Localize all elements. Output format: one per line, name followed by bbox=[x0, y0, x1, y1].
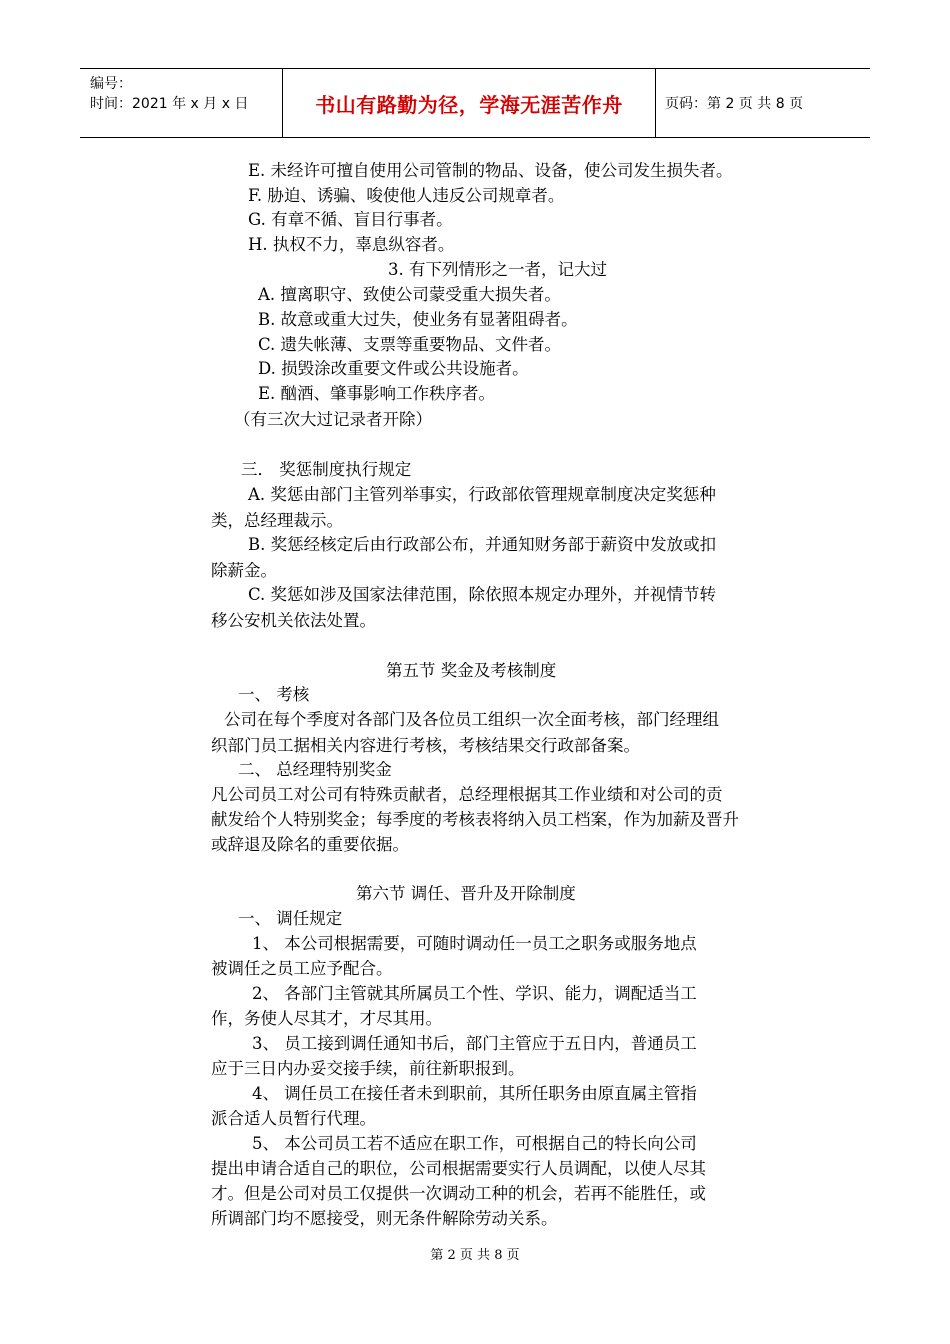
text-line: 2、 各部门主管就其所属员工个性、学识、能力，调配适当工 bbox=[252, 984, 697, 1003]
text-line: A. 擅离职守、致使公司蒙受重大损失者。 bbox=[258, 285, 561, 304]
text-line: H. 执权不力，辜息纵容者。 bbox=[248, 235, 455, 254]
text-line: B. 故意或重大过失，使业务有显著阻碍者。 bbox=[258, 310, 578, 329]
section-heading: 二、 总经理特别奖金 bbox=[238, 760, 392, 779]
text-line: 应于三日内办妥交接手续，前往新职报到。 bbox=[211, 1059, 525, 1078]
text-line: 或辞退及除名的重要依据。 bbox=[211, 835, 409, 854]
document-number: 编号： bbox=[90, 76, 132, 92]
text-line: 提出申请合适自己的职位，公司根据需要实行人员调配，以使人尽其 bbox=[211, 1159, 706, 1178]
text-line: 织部门员工据相关内容进行考核，考核结果交行政部备案。 bbox=[211, 736, 640, 755]
text-line: 作，务使人尽其才，才尽其用。 bbox=[211, 1009, 442, 1028]
text-line: （有三次大过记录者开除） bbox=[234, 410, 432, 429]
text-line: 4、 调任员工在接任者未到职前，其所任职务由原直属主管指 bbox=[252, 1084, 697, 1103]
text-line: 凡公司员工对公司有特殊贡献者，总经理根据其工作业绩和对公司的贡 bbox=[211, 785, 723, 804]
text-line: 才。但是公司对员工仅提供一次调动工种的机会，若再不能胜任，或 bbox=[211, 1184, 706, 1203]
text-line: 所调部门均不愿接受，则无条件解除劳动关系。 bbox=[211, 1209, 558, 1228]
text-line: C. 遗失帐薄、支票等重要物品、文件者。 bbox=[258, 335, 562, 354]
document-date: 时间：2021 年 x 月 x 日 bbox=[90, 96, 249, 112]
text-line: B. 奖惩经核定后由行政部公布，并通知财务部于薪资中发放或扣 bbox=[248, 535, 717, 554]
section-heading: 三． 奖惩制度执行规定 bbox=[241, 460, 412, 479]
section-heading: 一、 考核 bbox=[238, 685, 310, 704]
text-line: D. 损毁涂改重要文件或公共设施者。 bbox=[258, 359, 529, 378]
page-footer: 第 2 页 共 8 页 bbox=[430, 1248, 520, 1263]
text-line: E. 未经许可擅自使用公司管制的物品、设备，使公司发生损失者。 bbox=[248, 161, 733, 180]
text-line: A. 奖惩由部门主管列举事实，行政部依管理规章制度决定奖惩种 bbox=[248, 485, 716, 504]
page-header bbox=[80, 68, 870, 138]
section-heading: 3. 有下列情形之一者，记大过 bbox=[388, 260, 607, 279]
section-heading: 一、 调任规定 bbox=[238, 909, 343, 928]
text-line: 3、 员工接到调任通知书后，部门主管应于五日内，普通员工 bbox=[252, 1034, 697, 1053]
text-line: 移公安机关依法处置。 bbox=[211, 611, 376, 630]
header-motto: 书山有路勤为径，学海无涯苦作舟 bbox=[282, 69, 656, 137]
text-line: 1、 本公司根据需要，可随时调动任一员工之职务或服务地点 bbox=[252, 934, 697, 953]
text-line: 5、 本公司员工若不适应在职工作，可根据自己的特长向公司 bbox=[252, 1134, 697, 1153]
text-line: F. 胁迫、诱骗、唆使他人违反公司规章者。 bbox=[248, 186, 565, 205]
text-line: 类，总经理裁示。 bbox=[211, 511, 343, 530]
header-page-number: 页码：第 2 页 共 8 页 bbox=[665, 96, 804, 112]
section-title: 第六节 调任、晋升及开除制度 bbox=[356, 884, 576, 903]
header-left-cell bbox=[80, 69, 282, 137]
text-line: 公司在每个季度对各部门及各位员工组织一次全面考核，部门经理组 bbox=[224, 710, 719, 729]
text-line: 献发给个人特别奖金；每季度的考核表将纳入员工档案，作为加薪及晋升 bbox=[211, 810, 739, 829]
text-line: E. 酗酒、肇事影响工作秩序者。 bbox=[258, 384, 496, 403]
text-line: 被调任之员工应予配合。 bbox=[211, 959, 393, 978]
section-title: 第五节 奖金及考核制度 bbox=[386, 661, 557, 680]
text-line: C. 奖惩如涉及国家法律范围，除依照本规定办理外，并视情节转 bbox=[248, 585, 717, 604]
text-line: 派合适人员暂行代理。 bbox=[211, 1109, 376, 1128]
text-line: 除薪金。 bbox=[211, 561, 277, 580]
text-line: G. 有章不循、盲目行事者。 bbox=[248, 210, 453, 229]
